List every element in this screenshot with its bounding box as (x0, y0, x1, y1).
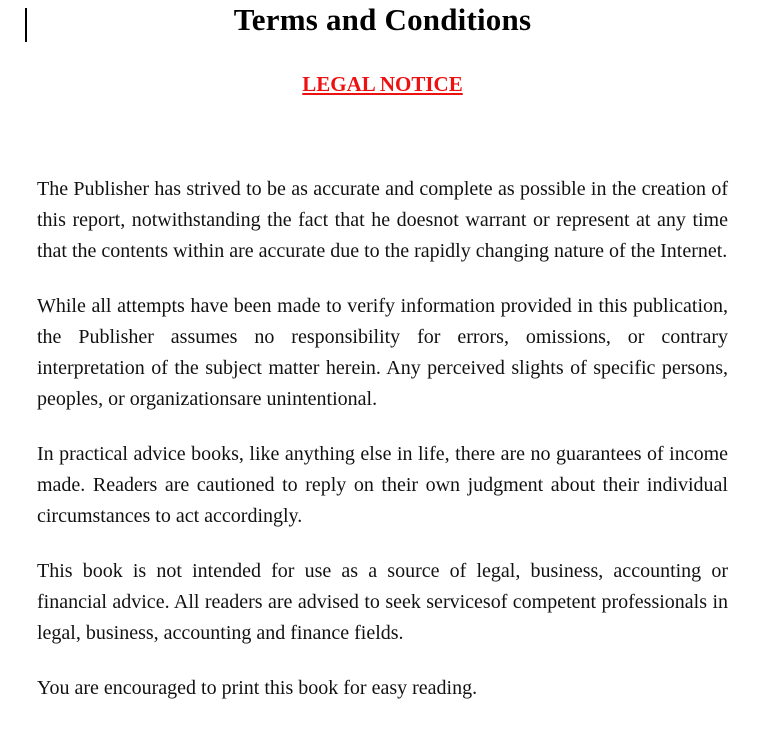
paragraph-advice: This book is not intended for use as a source of legal, business, accounting or financial advice. All readers are advised to seek servicesof competent professionals in legal, business, accounting and finance fields. (37, 560, 728, 644)
paragraph-print: You are encouraged to print this book for easy reading. (37, 677, 478, 699)
legal-notice-heading: LEGAL NOTICE (302, 72, 463, 96)
document-body (37, 174, 728, 728)
paragraph-guarantees: In practical advice books, like anything else in life, there are no guarantees of income made. Readers are cautioned to reply on their own judgment about their individual circumstances to act accordingly. (37, 443, 728, 527)
paragraph-accuracy: The Publisher has strived to be as accurate and complete as possible in the creation of this report, notwithstanding the fact that he doesnot warrant or represent at any time that the contents within are accurate due to the rapidly changing nature of the Internet. (37, 178, 728, 262)
page-title: Terms and Conditions (233, 2, 532, 37)
paragraph-responsibility: While all attempts have been made to verify information provided in this publication, the Publisher assumes no responsibility for errors, omissions, or contrary interpretation of the subject matter herein. Any perceived slights of specific persons, peoples, or organizationsare unintentional. (37, 295, 728, 410)
